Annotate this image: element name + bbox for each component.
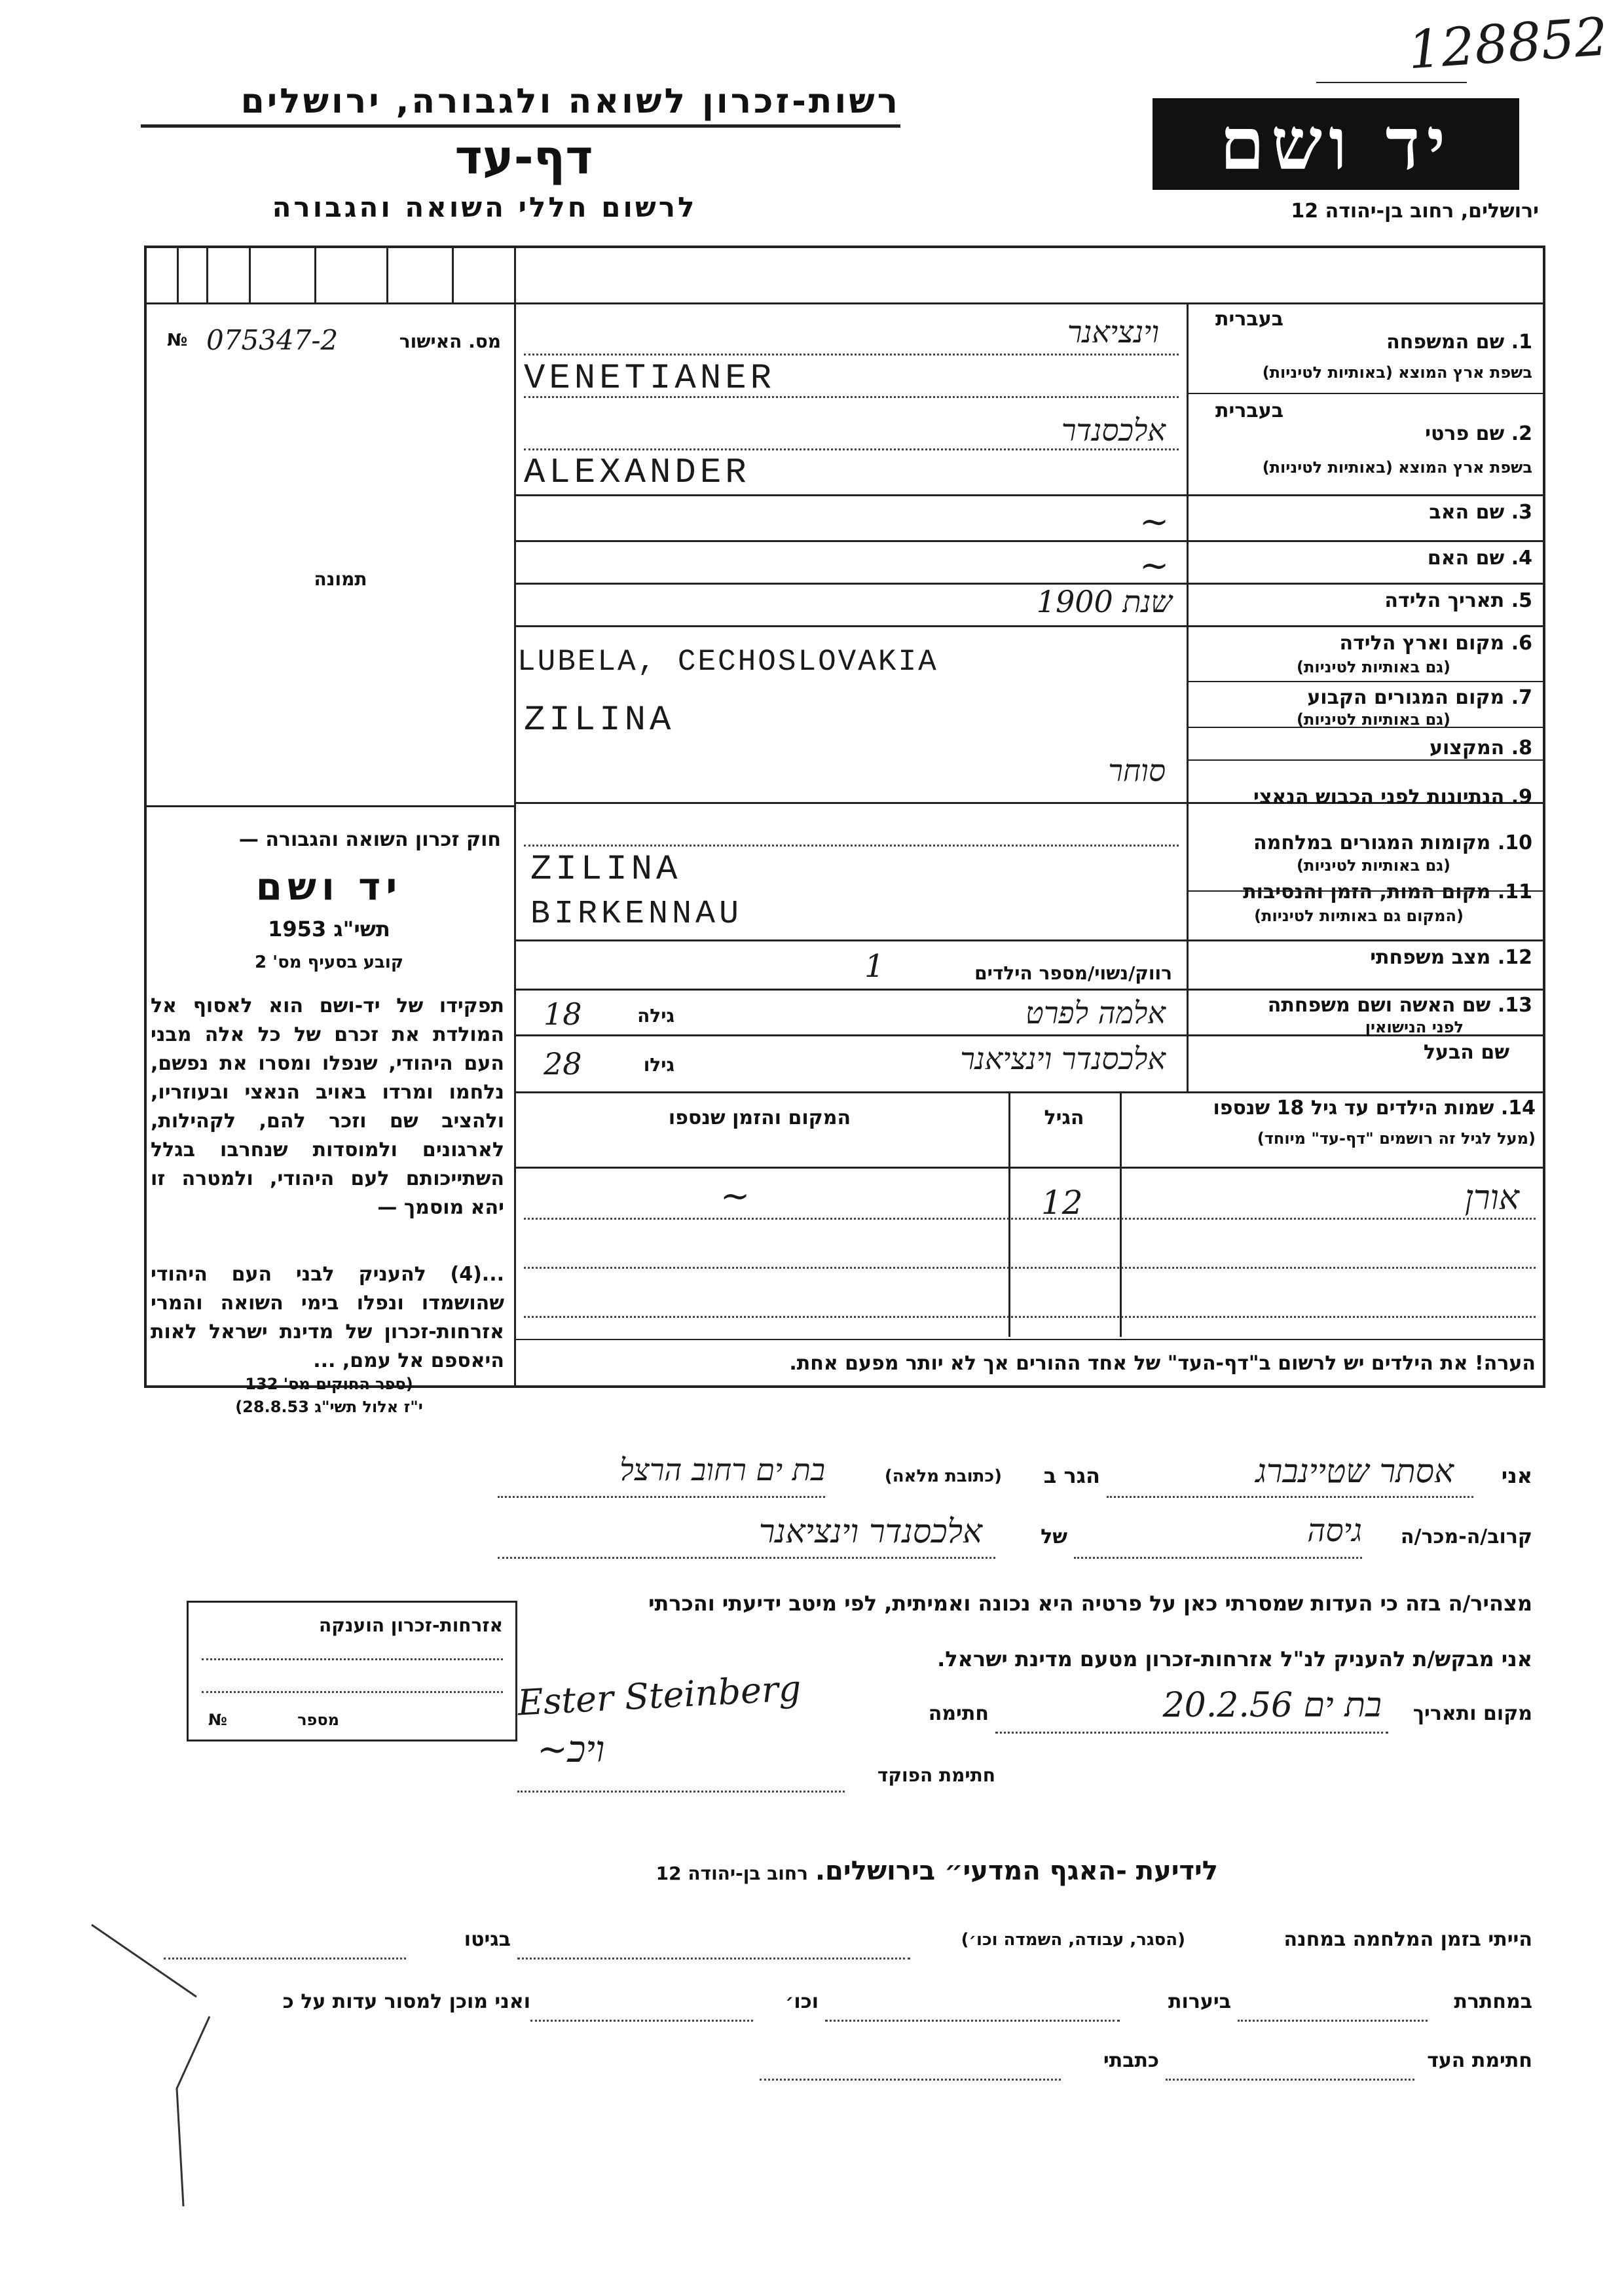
decl-line3: מצהיר/ה בזה כי העדות שמסרתי כאן על פרטיה היא נכונה ואמיתית, לפי מיטב ידיעתי והכרתי — [648, 1591, 1532, 1616]
registration-row — [167, 324, 501, 357]
field-13-label-text: שם האשה ושם משפחתה — [1267, 994, 1491, 1017]
child-1-name: אורן — [1464, 1178, 1519, 1218]
field-7-label-text: מקום המגורים הקבוע — [1307, 686, 1505, 709]
field-2-value-hebrew: אלכסנדר — [1061, 412, 1166, 448]
field-1-label-text: שם המשפחה — [1386, 331, 1505, 354]
field-6-hint: (גם באותיות לטיניות) — [1297, 658, 1450, 676]
field-8-label — [1198, 737, 1532, 759]
field-1-hint: בשפת ארץ המוצא (באותיות לטיניות) — [1262, 363, 1532, 382]
field-7-value: ZILINA — [524, 701, 675, 740]
field-11-hint: (המקום גם באותיות לטיניות) — [1254, 907, 1464, 925]
footer-line3-b: כתבתי — [1103, 2049, 1159, 2072]
field-1-num: 1. — [1511, 331, 1532, 354]
decl-name: אסתר שטיינברג — [1255, 1452, 1454, 1490]
field-2-hebrew-tag: בעברית — [1215, 399, 1283, 422]
decl-line2-mid: של — [1041, 1525, 1067, 1548]
decl-signature-label: חתימה — [928, 1702, 989, 1725]
registration-value: 075347-2 — [206, 324, 339, 356]
field-6-num: 6. — [1511, 632, 1532, 655]
field-12-num: 12. — [1497, 946, 1532, 969]
field-4-label — [1198, 547, 1532, 570]
field-6-label-text: מקום וארץ הלידה — [1339, 632, 1505, 655]
children-col-age: הגיל — [1044, 1106, 1084, 1129]
field-8-num: 8. — [1511, 737, 1532, 759]
child-1-age: 12 — [1041, 1184, 1083, 1222]
photo-label: תמונה — [314, 568, 367, 590]
registration-label: מס. האישור — [399, 331, 501, 352]
field-6-value: LUBELA, CECHOSLOVAKIA — [517, 645, 938, 679]
field-1-hebrew-tag: בעברית — [1215, 308, 1283, 331]
field-8-label-text: המקצוע — [1429, 737, 1505, 759]
field-5-label — [1198, 589, 1532, 612]
field-4-num: 4. — [1511, 547, 1532, 570]
field-11-label-text: מקום המות, הזמן והנסיבות — [1243, 881, 1491, 903]
field-10-label-text: מקומות המגורים במלחמה — [1253, 831, 1491, 854]
children-title-text: שמות הילדים עד גיל 18 שנספו — [1213, 1097, 1494, 1120]
decl-address: בת ים רחוב הרצל — [619, 1452, 825, 1487]
field-10-hint: (גם באותיות לטיניות) — [1297, 856, 1450, 875]
field-1-value-latin: VENETIANER — [524, 359, 776, 399]
authority-name: רשות-זכרון לשואה ולגבורה, ירושלים — [240, 82, 900, 121]
decl-place-date: בת ים 20.2.56 — [1162, 1686, 1382, 1725]
torn-corner-mark — [79, 1918, 236, 2219]
footer-line2-d: ואני מוכן למסור עדות על כ — [282, 1990, 530, 2013]
field-1-label — [1198, 331, 1532, 354]
header-address: ירושלים, רחוב בן-יהודה 12 — [1291, 200, 1539, 223]
field-3-label — [1198, 501, 1532, 524]
field-7-hint: (גם באותיות לטיניות) — [1297, 710, 1450, 729]
decl-subject: אלכסנדר וינציאנר — [758, 1512, 982, 1550]
header-divider — [141, 124, 900, 128]
footer-line2-c: וכו׳ — [785, 1990, 819, 2013]
field-2-num: 2. — [1511, 422, 1532, 445]
field-10-label — [1198, 831, 1532, 854]
sidebar-divider — [514, 246, 516, 1388]
decl-line1-prefix: אני — [1501, 1463, 1532, 1488]
field-13-label — [1198, 994, 1532, 1017]
field-9-label — [1198, 786, 1532, 809]
decl-line1-mid: הגר ב — [1043, 1463, 1100, 1488]
decl-relation: גיסה — [1307, 1512, 1362, 1549]
field-2-label-text: שם פרטי — [1425, 422, 1505, 445]
child-1-place: ~ — [720, 1175, 750, 1216]
field-9-label-text: הנתיונות לפני הכבוש הנאצי — [1253, 786, 1505, 809]
decl-line4: אני מבקש/ת להעניק לנ"ל אזרחות-זכרון מטעם מדינת ישראל. — [937, 1647, 1532, 1671]
field-2-hint: בשפת ארץ המוצא (באותיות לטיניות) — [1262, 458, 1532, 477]
yad-vashem-logo — [1153, 98, 1519, 190]
husband-label: שם הבעל — [1423, 1041, 1509, 1064]
field-7-num: 7. — [1511, 686, 1532, 709]
citizenship-box — [187, 1601, 517, 1741]
field-10-value: ZILINA — [530, 850, 682, 890]
field-13-value: אלמה לפרט — [1025, 995, 1166, 1030]
field-1-value-hebrew: וינציאנר — [1067, 314, 1159, 350]
citizenship-no-symbol: № — [208, 1711, 227, 1729]
children-title — [1126, 1097, 1536, 1120]
field-11-label — [1198, 881, 1532, 903]
footer-title-bold: לידיעת -האגף המדעי״ בירושלים. — [815, 1856, 1218, 1886]
field-11-value: BIRKENNAU — [530, 896, 743, 933]
registration-no-symbol: № — [167, 331, 188, 350]
field-13-hint: לפני הנישואין — [1365, 1018, 1464, 1036]
footer-line1-b: בגיטו — [464, 1928, 511, 1951]
field-5-label-text: תאריך הלידה — [1384, 589, 1505, 612]
field-5-value: שנת 1900 — [1036, 584, 1172, 619]
field-4-value: ~ — [1139, 545, 1170, 586]
field-13-age-label: גילה — [637, 1005, 674, 1027]
footer-title — [498, 1856, 1218, 1886]
children-hint: (מעל לגיל זה רושמים "דף-עד" מיוחד) — [1257, 1129, 1536, 1148]
husband-value: אלכסנדר וינציאנר — [960, 1041, 1166, 1076]
children-col-place: המקום והזמן שנספו — [668, 1106, 851, 1129]
field-12-prefix: רווק/נשוי/מספר הילדים — [974, 962, 1172, 984]
decl-signature: Ester Steinberg — [516, 1667, 802, 1724]
husband-age-label: גילו — [643, 1054, 674, 1076]
field-2-value-latin: ALEXANDER — [524, 453, 750, 493]
children-num: 14. — [1500, 1097, 1536, 1120]
field-10-num: 10. — [1497, 831, 1532, 854]
footer-line2-b: ביערות — [1168, 1990, 1231, 2013]
field-7-label — [1198, 686, 1532, 709]
decl-officer-signature: ~ויכ — [537, 1728, 605, 1771]
field-4-label-text: שם האם — [1427, 547, 1505, 570]
archive-number-underline — [1316, 82, 1467, 83]
law-year: תשי"ג 1953 — [268, 917, 390, 941]
field-8-value: סוחר — [1108, 753, 1166, 788]
footer-line1-a: הייתי בזמן המלחמה במחנה — [1283, 1928, 1532, 1951]
citizenship-title: אזרחות-זכרון הוענקה — [319, 1614, 503, 1636]
note-text: הערה! את הילדים יש לרשום ב"דף-העד" של אחד ההורים אך לא יותר מפעם אחת. — [789, 1352, 1536, 1375]
law-source-1: (ספר החוקים מס' 132 — [245, 1375, 413, 1393]
law-clause: קובע בסעיף מס' 2 — [255, 953, 403, 972]
footer-line3-a: חתימת העד — [1427, 2049, 1532, 2072]
field-13-num: 13. — [1497, 994, 1532, 1017]
form-subtitle: לרשום חללי השואה והגבורה — [272, 191, 697, 223]
field-3-num: 3. — [1511, 501, 1532, 524]
field-9-num: 9. — [1511, 786, 1532, 809]
law-name: יד ושם — [255, 864, 403, 909]
form-title: דף-עד — [454, 130, 593, 185]
law-paragraph-1: תפקידו של יד-ושם הוא לאסוף אל המולדת את זכרם של כל אלה מבני העם היהודי, שנפלו ומסרו את נפשם, נלחמו ומרדו באויב הנאצי ובעוזריו, ולהציב שם וזכר להם, לקהילות, לארגונים ולמוסדות שנחרבו בגלל השתייכותם לעם היהודי, ולמטרה זו יהא מוסמך — — [151, 994, 504, 1219]
field-12-label-text: מצב משפחתי — [1370, 946, 1491, 969]
field-3-label-text: שם האב — [1429, 501, 1505, 524]
footer-line1-hint: (הסגר, עבודה, השמדה וכו׳) — [961, 1930, 1185, 1950]
decl-line2-prefix: קרוב/ה-מכר/ה — [1400, 1525, 1532, 1548]
field-6-label — [1198, 632, 1532, 655]
field-12-children-count: 1 — [864, 948, 885, 985]
footer-line2-a: במחתרת — [1454, 1990, 1532, 2013]
field-5-num: 5. — [1511, 589, 1532, 612]
field-13-age-value: 18 — [544, 996, 582, 1032]
label-column-divider — [1187, 302, 1189, 1091]
decl-officer-label: חתימת הפוקד — [877, 1764, 995, 1786]
decl-address-hint: (כתובת מלאה) — [884, 1467, 1002, 1486]
husband-age-value: 28 — [544, 1046, 582, 1082]
logo-text: יד ושם — [1219, 101, 1452, 186]
field-12-label — [1198, 946, 1532, 969]
field-11-num: 11. — [1497, 881, 1532, 903]
field-2-label — [1198, 422, 1532, 445]
law-paragraph-2: ...(4) להעניק לבני העם היהודי שהושמדו ונפלו בימי השואה והמרי אזרחות-זכרון של מדינת ישראל לאות היאספם אל עמם, ... — [151, 1263, 504, 1372]
law-title: חוק זכרון השואה והגבורה — — [238, 828, 501, 851]
archive-number: 128852 — [1406, 6, 1610, 81]
law-source-2: י"ז אלול תשי"ג 28.8.53) — [235, 1398, 423, 1416]
field-3-value: ~ — [1139, 501, 1170, 542]
footer-title-rest: רחוב בן-יהודה 12 — [655, 1863, 808, 1884]
citizenship-number-label: מספר — [297, 1711, 339, 1729]
decl-place-date-label: מקום ותאריך — [1412, 1702, 1532, 1725]
